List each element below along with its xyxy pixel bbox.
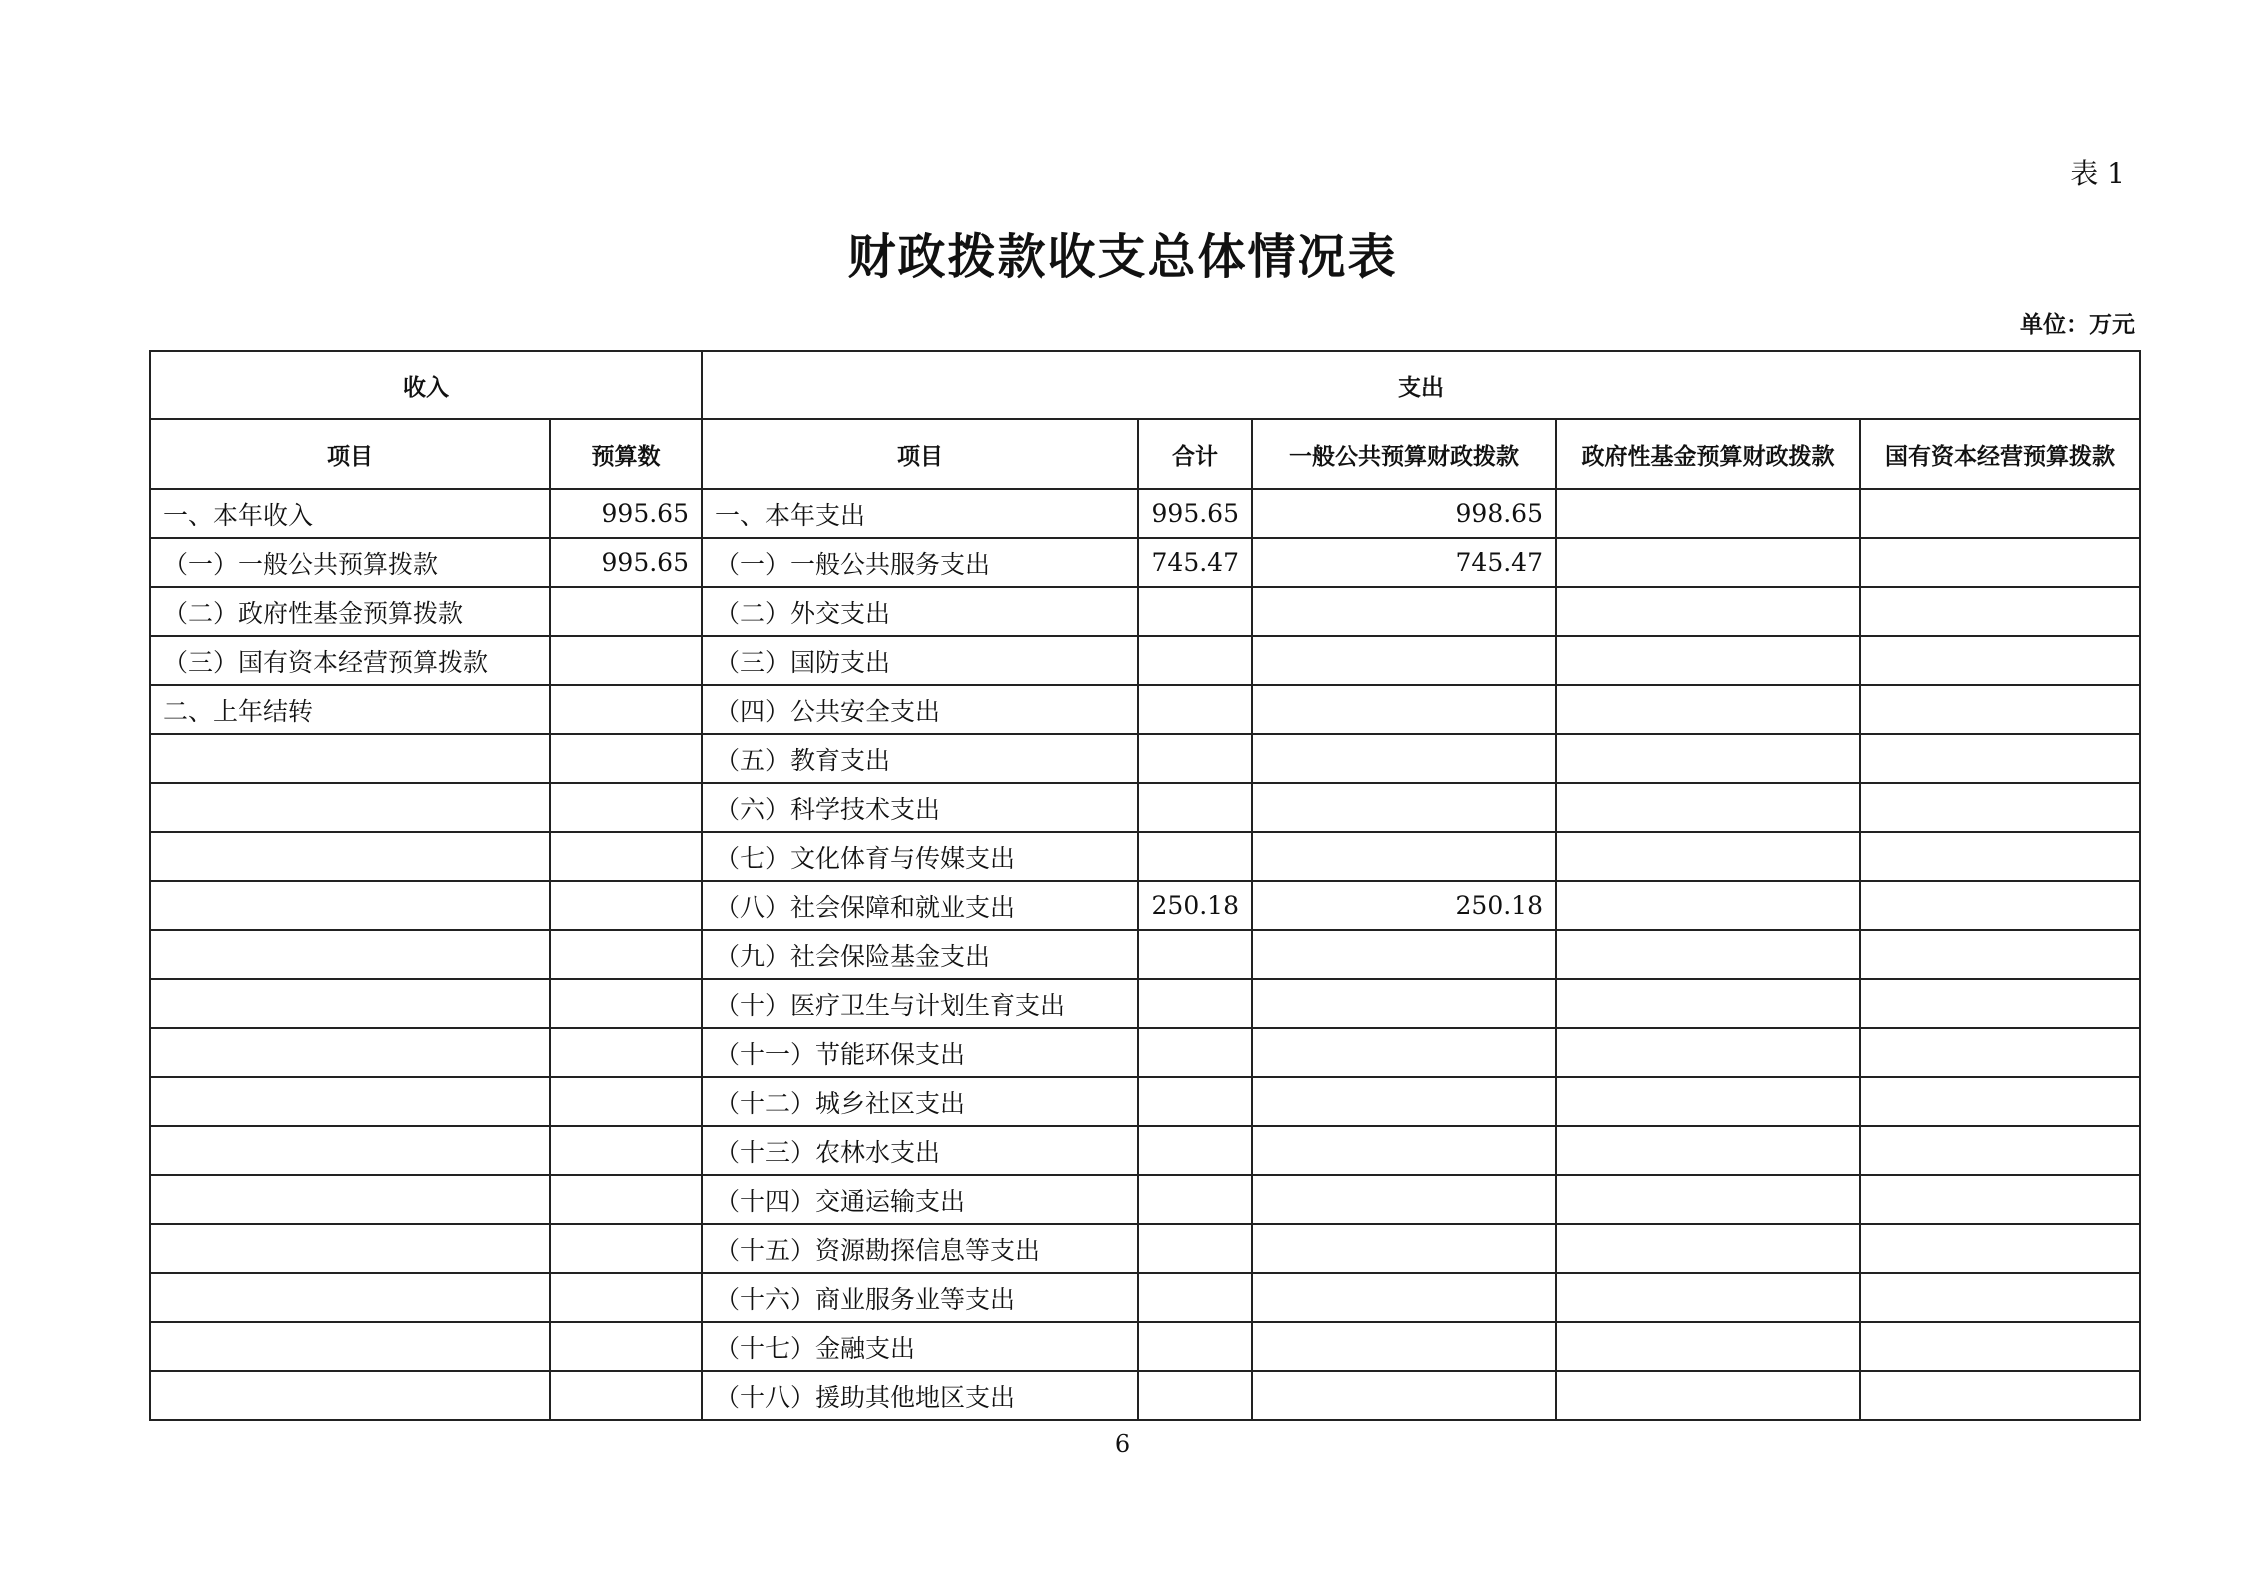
cell-income-budget <box>550 881 702 930</box>
cell-total <box>1138 1322 1252 1371</box>
cell-total <box>1138 1028 1252 1077</box>
cell-state-capital <box>1860 979 2140 1028</box>
cell-general-public: 998.65 <box>1252 489 1556 538</box>
cell-general-public: 250.18 <box>1252 881 1556 930</box>
cell-general-public <box>1252 1322 1556 1371</box>
cell-gov-fund <box>1556 1175 1860 1224</box>
unit-label: 单位：万元 <box>2020 312 2135 338</box>
cell-gov-fund <box>1556 1077 1860 1126</box>
col-general-public: 一般公共预算财政拨款 <box>1252 419 1556 489</box>
col-total: 合计 <box>1138 419 1252 489</box>
cell-general-public <box>1252 783 1556 832</box>
cell-income-item: （三）国有资本经营预算拨款 <box>150 636 550 685</box>
cell-gov-fund <box>1556 734 1860 783</box>
cell-income-item: （二）政府性基金预算拨款 <box>150 587 550 636</box>
cell-general-public <box>1252 587 1556 636</box>
cell-expense-item: （一）一般公共服务支出 <box>702 538 1138 587</box>
cell-income-item <box>150 1224 550 1273</box>
cell-expense-item: （十六）商业服务业等支出 <box>702 1273 1138 1322</box>
cell-general-public <box>1252 685 1556 734</box>
cell-income-item <box>150 881 550 930</box>
cell-income-item <box>150 979 550 1028</box>
cell-total <box>1138 783 1252 832</box>
cell-general-public <box>1252 979 1556 1028</box>
cell-income-budget <box>550 1273 702 1322</box>
table-number: 表 1 <box>2070 157 2125 190</box>
cell-income-item <box>150 1371 550 1420</box>
cell-gov-fund <box>1556 979 1860 1028</box>
table-row <box>150 1371 2140 1420</box>
cell-total: 995.65 <box>1138 489 1252 538</box>
cell-gov-fund <box>1556 1126 1860 1175</box>
cell-total <box>1138 1273 1252 1322</box>
table-row <box>150 1077 2140 1126</box>
cell-state-capital <box>1860 832 2140 881</box>
cell-total <box>1138 832 1252 881</box>
cell-total: 745.47 <box>1138 538 1252 587</box>
cell-state-capital <box>1860 1126 2140 1175</box>
cell-total <box>1138 685 1252 734</box>
cell-income-budget <box>550 783 702 832</box>
cell-income-budget: 995.65 <box>550 538 702 587</box>
cell-general-public <box>1252 734 1556 783</box>
cell-state-capital <box>1860 1273 2140 1322</box>
cell-expense-item: （十四）交通运输支出 <box>702 1175 1138 1224</box>
table-row <box>150 1273 2140 1322</box>
cell-income-item <box>150 1322 550 1371</box>
cell-gov-fund <box>1556 1273 1860 1322</box>
cell-gov-fund <box>1556 685 1860 734</box>
table-row <box>150 685 2140 734</box>
cell-gov-fund <box>1556 587 1860 636</box>
cell-expense-item: （十八）援助其他地区支出 <box>702 1371 1138 1420</box>
cell-state-capital <box>1860 930 2140 979</box>
cell-total <box>1138 1077 1252 1126</box>
cell-gov-fund <box>1556 881 1860 930</box>
cell-general-public <box>1252 832 1556 881</box>
table-row <box>150 1126 2140 1175</box>
cell-state-capital <box>1860 881 2140 930</box>
cell-income-budget <box>550 1028 702 1077</box>
cell-state-capital <box>1860 1175 2140 1224</box>
cell-expense-item: （九）社会保险基金支出 <box>702 930 1138 979</box>
cell-income-item: （一）一般公共预算拨款 <box>150 538 550 587</box>
cell-income-budget <box>550 1126 702 1175</box>
cell-expense-item: （十五）资源勘探信息等支出 <box>702 1224 1138 1273</box>
cell-income-item <box>150 1126 550 1175</box>
cell-state-capital <box>1860 587 2140 636</box>
cell-gov-fund <box>1556 489 1860 538</box>
cell-expense-item: （七）文化体育与传媒支出 <box>702 832 1138 881</box>
table-row <box>150 1322 2140 1371</box>
table-row <box>150 832 2140 881</box>
table-row <box>150 587 2140 636</box>
table-row <box>150 1175 2140 1224</box>
table-body <box>150 489 2140 1420</box>
cell-total <box>1138 636 1252 685</box>
cell-state-capital <box>1860 1028 2140 1077</box>
cell-state-capital <box>1860 1077 2140 1126</box>
cell-total <box>1138 1371 1252 1420</box>
cell-gov-fund <box>1556 1224 1860 1273</box>
cell-income-budget: 995.65 <box>550 489 702 538</box>
cell-income-item <box>150 783 550 832</box>
cell-expense-item: 一、本年支出 <box>702 489 1138 538</box>
cell-state-capital <box>1860 489 2140 538</box>
cell-total <box>1138 1175 1252 1224</box>
cell-gov-fund <box>1556 783 1860 832</box>
cell-gov-fund <box>1556 538 1860 587</box>
col-gov-fund: 政府性基金预算财政拨款 <box>1556 419 1860 489</box>
cell-expense-item: （十七）金融支出 <box>702 1322 1138 1371</box>
table-row <box>150 881 2140 930</box>
cell-income-budget <box>550 1371 702 1420</box>
cell-general-public <box>1252 1371 1556 1420</box>
cell-general-public <box>1252 1028 1556 1077</box>
finance-table <box>149 350 2141 1421</box>
cell-expense-item: （四）公共安全支出 <box>702 685 1138 734</box>
cell-state-capital <box>1860 685 2140 734</box>
cell-state-capital <box>1860 783 2140 832</box>
cell-expense-item: （十一）节能环保支出 <box>702 1028 1138 1077</box>
cell-state-capital <box>1860 1371 2140 1420</box>
cell-general-public <box>1252 930 1556 979</box>
col-income-budget: 预算数 <box>550 419 702 489</box>
cell-total <box>1138 734 1252 783</box>
col-state-capital: 国有资本经营预算拨款 <box>1860 419 2140 489</box>
table-row <box>150 489 2140 538</box>
cell-expense-item: （五）教育支出 <box>702 734 1138 783</box>
cell-income-budget <box>550 1322 702 1371</box>
cell-state-capital <box>1860 538 2140 587</box>
cell-income-budget <box>550 930 702 979</box>
cell-income-budget <box>550 685 702 734</box>
cell-gov-fund <box>1556 1371 1860 1420</box>
cell-income-budget <box>550 832 702 881</box>
cell-income-budget <box>550 636 702 685</box>
cell-income-budget <box>550 1224 702 1273</box>
cell-income-item <box>150 832 550 881</box>
cell-income-budget <box>550 587 702 636</box>
page-title: 财政拨款收支总体情况表 <box>847 229 1398 285</box>
cell-income-budget <box>550 1077 702 1126</box>
cell-state-capital <box>1860 734 2140 783</box>
cell-income-budget <box>550 734 702 783</box>
cell-gov-fund <box>1556 1028 1860 1077</box>
cell-state-capital <box>1860 636 2140 685</box>
table-row <box>150 1224 2140 1273</box>
cell-income-item: 二、上年结转 <box>150 685 550 734</box>
cell-expense-item: （二）外交支出 <box>702 587 1138 636</box>
cell-expense-item: （十）医疗卫生与计划生育支出 <box>702 979 1138 1028</box>
income-group-header: 收入 <box>150 351 702 419</box>
page-number: 6 <box>1114 1430 1131 1458</box>
cell-total <box>1138 587 1252 636</box>
cell-expense-item: （三）国防支出 <box>702 636 1138 685</box>
cell-total <box>1138 930 1252 979</box>
cell-expense-item: （十二）城乡社区支出 <box>702 1077 1138 1126</box>
cell-general-public <box>1252 1077 1556 1126</box>
cell-total <box>1138 1224 1252 1273</box>
cell-expense-item: （十三）农林水支出 <box>702 1126 1138 1175</box>
col-expense-item: 项目 <box>702 419 1138 489</box>
table-row <box>150 783 2140 832</box>
cell-general-public <box>1252 636 1556 685</box>
cell-income-item: 一、本年收入 <box>150 489 550 538</box>
table-row <box>150 636 2140 685</box>
cell-gov-fund <box>1556 930 1860 979</box>
table-row <box>150 538 2140 587</box>
cell-income-budget <box>550 979 702 1028</box>
cell-total: 250.18 <box>1138 881 1252 930</box>
cell-general-public <box>1252 1175 1556 1224</box>
cell-gov-fund <box>1556 636 1860 685</box>
expense-group-header: 支出 <box>702 351 2140 419</box>
table-row <box>150 930 2140 979</box>
cell-total <box>1138 979 1252 1028</box>
cell-income-budget <box>550 1175 702 1224</box>
cell-total <box>1138 1126 1252 1175</box>
cell-income-item <box>150 734 550 783</box>
cell-general-public <box>1252 1224 1556 1273</box>
cell-state-capital <box>1860 1322 2140 1371</box>
cell-income-item <box>150 1077 550 1126</box>
cell-expense-item: （六）科学技术支出 <box>702 783 1138 832</box>
table-row <box>150 979 2140 1028</box>
cell-income-item <box>150 930 550 979</box>
cell-general-public: 745.47 <box>1252 538 1556 587</box>
cell-income-item <box>150 1028 550 1077</box>
cell-general-public <box>1252 1126 1556 1175</box>
cell-gov-fund <box>1556 1322 1860 1371</box>
cell-state-capital <box>1860 1224 2140 1273</box>
col-income-item: 项目 <box>150 419 550 489</box>
cell-gov-fund <box>1556 832 1860 881</box>
cell-general-public <box>1252 1273 1556 1322</box>
cell-expense-item: （八）社会保障和就业支出 <box>702 881 1138 930</box>
table-row <box>150 1028 2140 1077</box>
table-row <box>150 734 2140 783</box>
cell-income-item <box>150 1175 550 1224</box>
cell-income-item <box>150 1273 550 1322</box>
